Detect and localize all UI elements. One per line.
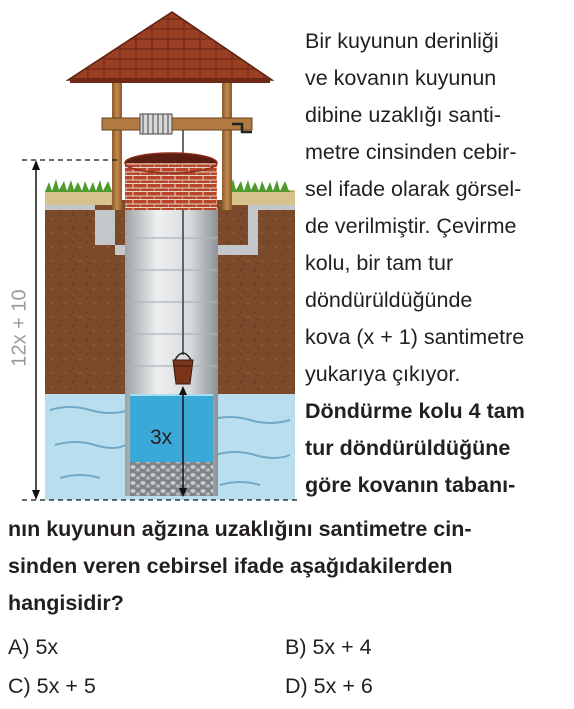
question-line-5: sel ifade olarak görsel- bbox=[305, 177, 522, 201]
gravel bbox=[130, 462, 213, 496]
question-line-1: Bir kuyunun derinliği bbox=[305, 29, 499, 53]
question-line-4: metre cinsinden cebir- bbox=[305, 140, 517, 164]
grass-right bbox=[222, 179, 295, 192]
question-line-3: dibine uzaklığı santi- bbox=[305, 103, 501, 127]
right-post bbox=[222, 80, 232, 210]
bold-line-3: göre kovanın tabanı- bbox=[305, 473, 516, 497]
bold-line-4: nın kuyunun ağzına uzaklığını santimetre cin- bbox=[8, 517, 472, 541]
option-a[interactable]: A) 5x bbox=[8, 635, 59, 659]
roof bbox=[68, 12, 272, 80]
option-d[interactable]: D) 5x + 6 bbox=[285, 674, 373, 698]
water-label: 3x bbox=[150, 426, 173, 449]
question-line-9: kova (x + 1) santimetre bbox=[305, 325, 525, 349]
bold-line-5: sinden veren cebirsel ifade aşağıdakilerden bbox=[8, 554, 453, 578]
left-post bbox=[112, 80, 122, 210]
bold-line-2: tur döndürüldüğüne bbox=[305, 436, 511, 460]
question-line-2: ve kovanın kuyunun bbox=[305, 66, 497, 90]
bucket bbox=[173, 360, 193, 384]
option-c[interactable]: C) 5x + 5 bbox=[8, 674, 96, 698]
bold-line-1: Döndürme kolu 4 tam bbox=[305, 399, 525, 423]
question-line-7: kolu, bir tam tur bbox=[305, 251, 454, 275]
question-line-10: yukarıya çıkıyor. bbox=[305, 362, 461, 386]
question-line-8: döndürüldüğünde bbox=[305, 288, 473, 312]
windlass-beam bbox=[102, 118, 252, 130]
bold-line-6: hangisidir? bbox=[8, 591, 124, 615]
option-b[interactable]: B) 5x + 4 bbox=[285, 635, 372, 659]
question-line-6: de verilmiştir. Çevirme bbox=[305, 214, 517, 238]
depth-label: 12x + 10 bbox=[8, 289, 31, 367]
